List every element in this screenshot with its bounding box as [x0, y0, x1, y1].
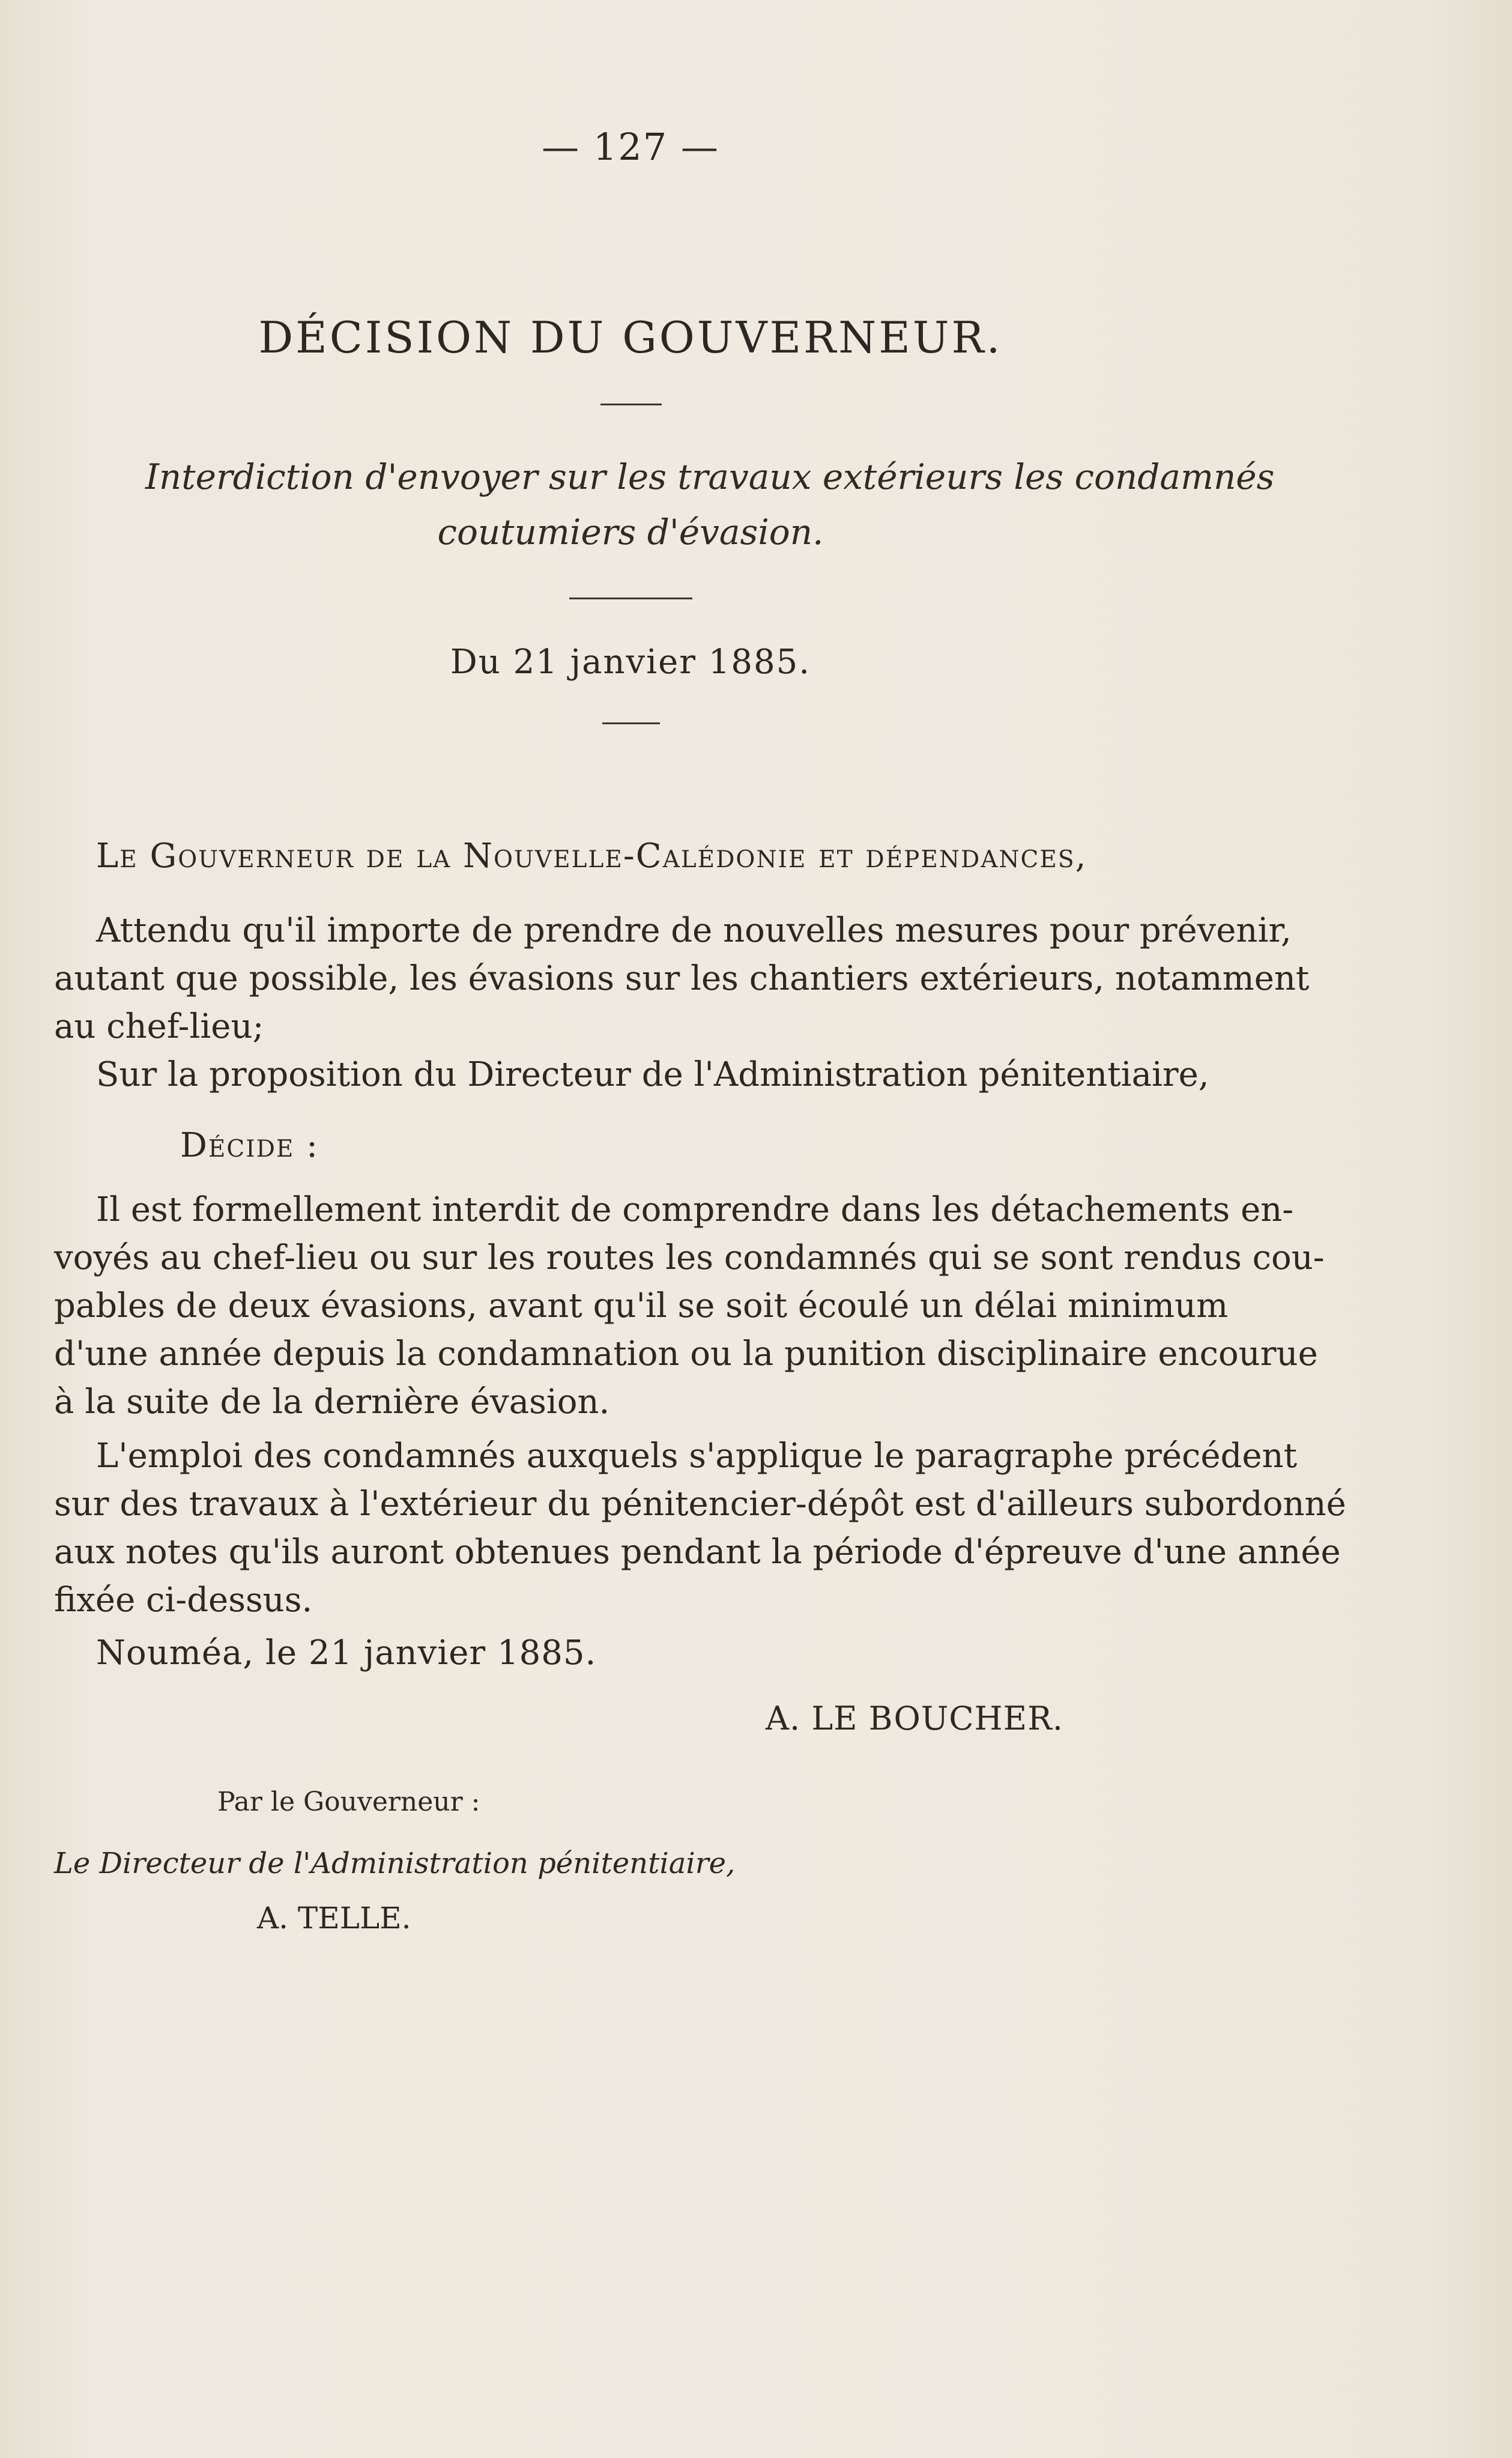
decision-date: Du 21 janvier 1885.: [450, 643, 811, 682]
director-title-line: Le Directeur de l'Administration pénitentiaire,: [54, 1847, 736, 1880]
article-2-line-2: sur des travaux à l'extérieur du pénitencier-dépôt est d'ailleurs subordonné: [54, 1485, 1346, 1524]
attendu-line-1: Attendu qu'il importe de prendre de nouvelles mesures pour prévenir,: [96, 911, 1292, 950]
article-2-line-4: fixée ci-dessus.: [54, 1581, 313, 1620]
subject-line-2: coutumiers d'évasion.: [437, 512, 824, 552]
article-1-line-2: voyés au chef-lieu ou sur les routes les condamnés qui se sont rendus cou-: [54, 1238, 1325, 1277]
article-1-line-3: pables de deux évasions, avant qu'il se soit écoulé un délai minimum: [54, 1286, 1229, 1325]
date-divider: [602, 722, 660, 724]
article-2-line-1: L'emploi des condamnés auxquels s'applique le paragraphe précédent: [96, 1436, 1298, 1476]
issuer-text: Le Gouverneur de la Nouvelle-Calédonie et dépendances,: [96, 837, 1087, 876]
issuer-line: [96, 837, 1087, 876]
page-number: — 127 —: [542, 125, 719, 169]
subject-line-1: Interdiction d'envoyer sur les travaux extérieurs les condamnés: [145, 456, 1275, 497]
director-name: A. TELLE.: [257, 1901, 411, 1936]
decision-title: DÉCISION DU GOUVERNEUR.: [258, 312, 1003, 363]
article-1-line-4: d'une année depuis la condamnation ou la punition disciplinaire encourue: [54, 1334, 1318, 1373]
article-2-line-3: aux notes qu'ils auront obtenues pendant la période d'épreuve d'une année: [54, 1533, 1341, 1572]
article-1-line-5: à la suite de la dernière évasion.: [54, 1382, 610, 1421]
decide-text: Décide :: [180, 1126, 319, 1165]
title-divider: [600, 404, 662, 405]
attendu-line-2: autant que possible, les évasions sur les chantiers extérieurs, notamment: [54, 959, 1310, 998]
by-governor-line: Par le Gouverneur :: [217, 1787, 480, 1817]
decide-heading: [180, 1126, 319, 1165]
article-1-line-1: Il est formellement interdit de comprendre dans les détachements en-: [96, 1190, 1294, 1229]
attendu-line-3: au chef-lieu;: [54, 1007, 264, 1046]
signatory-name: A. LE BOUCHER.: [766, 1700, 1063, 1737]
proposition-line: Sur la proposition du Directeur de l'Administration pénitentiaire,: [96, 1055, 1209, 1094]
place-date-line: Nouméa, le 21 janvier 1885.: [96, 1633, 597, 1672]
subject-divider: [569, 598, 692, 599]
